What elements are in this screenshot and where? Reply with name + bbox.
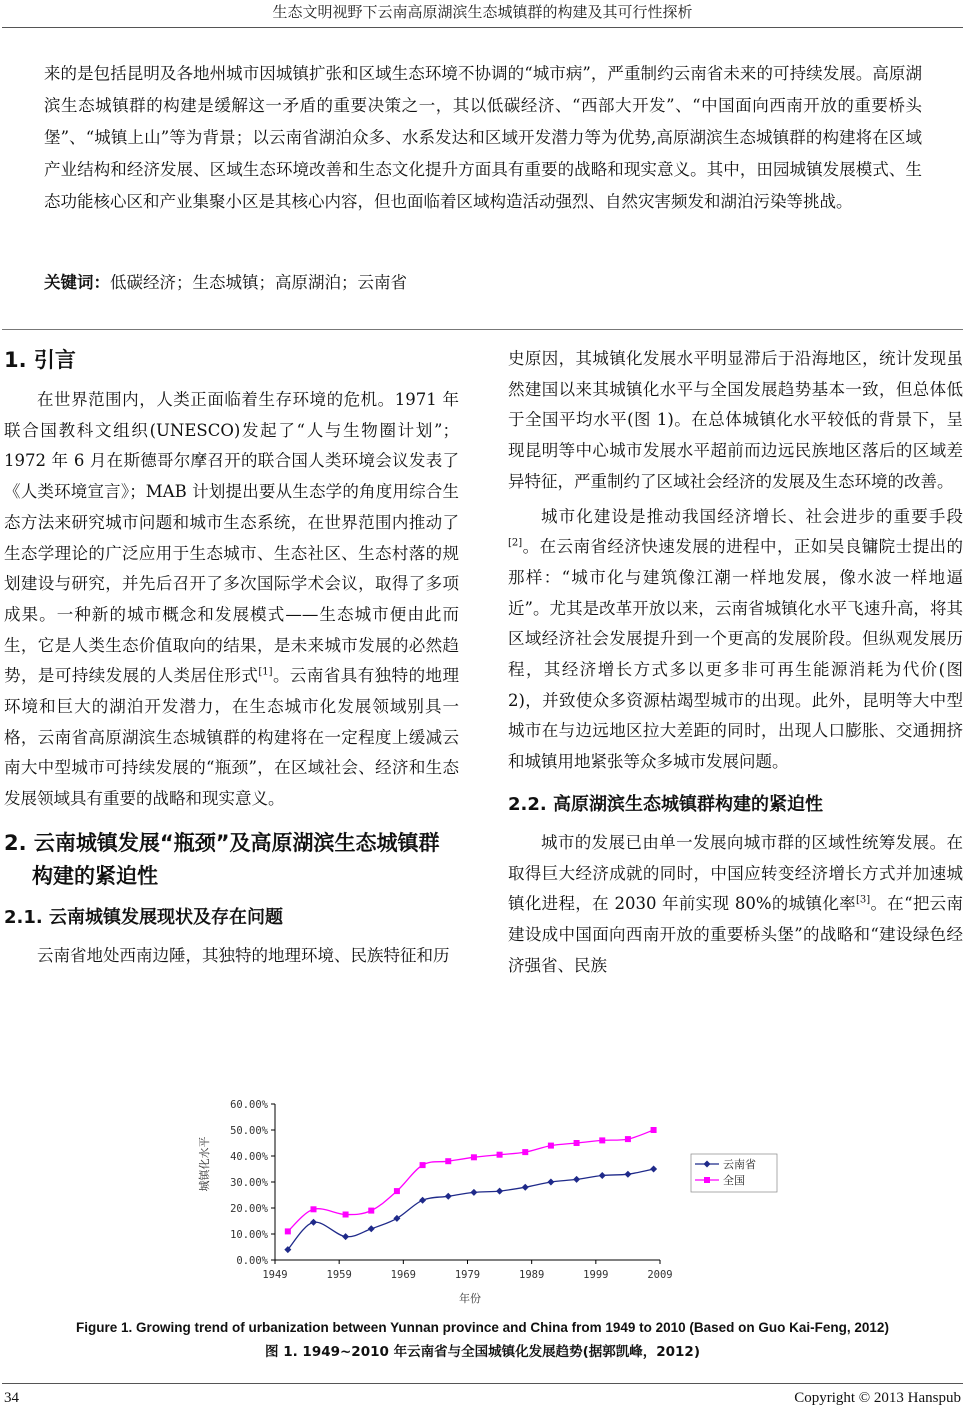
footer-divider xyxy=(2,1383,963,1384)
figure-caption-en: Figure 1. Growing trend of urbanization between Yunnan province and China from 1949 to 2010 (Based on Guo Kai-Feng, 2012) xyxy=(76,1320,889,1335)
legend-marker xyxy=(704,1177,710,1183)
y-tick-label: 0.00% xyxy=(236,1255,268,1267)
data-point xyxy=(573,1176,580,1183)
page-number: 34 xyxy=(4,1390,19,1406)
section-1-paragraph xyxy=(4,385,459,815)
section-1-text-b: 。云南省具有独特的地理环境和巨大的湖泊开发潜力，在生态城市化发展领域别具一格，云南省高原湖滨生态城镇群的构建将在一定程度上缓减云南大中型城市可持续发展的“瓶颈”，在区域社会、经济和生态发展领域具有重要的战略和现实意义。 xyxy=(4,666,460,809)
data-point xyxy=(496,1188,503,1195)
chart-legend xyxy=(691,1154,777,1192)
data-point xyxy=(310,1219,317,1226)
chart-series-group xyxy=(284,1127,657,1253)
data-point xyxy=(343,1212,349,1218)
data-point xyxy=(548,1143,554,1149)
running-title: 生态文明视野下云南高原湖滨生态城镇群的构建及其可行性探析 xyxy=(272,3,693,21)
section-2-title-text: 2. 云南城镇发展“瓶颈”及高原湖滨生态城镇群构建的紧迫性 xyxy=(4,830,440,888)
data-point xyxy=(394,1188,400,1194)
data-point xyxy=(311,1206,317,1212)
data-point xyxy=(497,1152,503,1158)
citation-1: [1] xyxy=(258,666,273,678)
y-tick-label: 10.00% xyxy=(230,1229,268,1241)
series-line-1 xyxy=(288,1169,654,1250)
keywords-label: 关键词： xyxy=(44,273,110,292)
data-point xyxy=(624,1171,631,1178)
data-point xyxy=(470,1189,477,1196)
x-tick-label: 1969 xyxy=(390,1269,416,1281)
y-tick-label: 60.00% xyxy=(230,1099,268,1111)
y-tick-label: 50.00% xyxy=(230,1125,268,1137)
x-axis-label: 年份 xyxy=(459,1292,481,1305)
citation-2: [2] xyxy=(508,537,523,549)
data-point xyxy=(445,1158,451,1164)
section-2-title xyxy=(4,827,459,893)
data-point xyxy=(420,1162,426,1168)
legend-marker xyxy=(704,1161,711,1168)
section-2-2-text-a: 城市的发展已由单一发展向城市群的区域性统筹发展。在取得巨大经济成就的同时，中国应转变经济增长方式并加速城镇化进程，在 2030 年前实现 80%的城镇化率 xyxy=(508,832,963,914)
section-2-1-title: 2.1. 云南城镇发展现状及存在问题 xyxy=(4,906,283,928)
y-tick-label: 30.00% xyxy=(230,1177,268,1189)
data-point xyxy=(419,1197,426,1204)
x-tick-label: 1979 xyxy=(454,1269,481,1281)
copyright-notice: Copyright © 2013 Hanspub xyxy=(794,1390,961,1406)
data-point xyxy=(522,1149,528,1155)
data-point xyxy=(599,1137,605,1143)
keywords-text: 低碳经济；生态城镇；高原湖泊；云南省 xyxy=(110,273,407,292)
abstract-divider xyxy=(2,329,963,330)
data-point xyxy=(368,1225,375,1232)
header-divider xyxy=(2,27,963,28)
data-point xyxy=(547,1179,554,1186)
left-column xyxy=(4,344,459,972)
section-2-1-p2-text-b: 。在云南省经济快速发展的进程中，正如吴良镛院士提出的那样：“城市化与建筑像江潮一样地发展，像水波一样地逼近”。尤其是改革开放以来，云南省城镇化水平飞速升高，将其区域经济社会发展提升到一个更高的发展阶段。但纵观发展历程，其经济增长方式多以更多非可再生能源消耗为代价(图 2)，并致使众多资源枯竭型城市的出现。此外，昆明等大中型城市在与边远地区拉大差距的同时，出现人口膨胀、交通拥挤和城镇用地紧张等众多城市发展问题。 xyxy=(508,537,963,772)
x-tick-label: 1999 xyxy=(583,1269,609,1281)
data-point xyxy=(445,1193,452,1200)
section-2-2-title: 2.2. 高原湖滨生态城镇群构建的紧迫性 xyxy=(508,793,823,815)
figure-1-chart xyxy=(180,1092,800,1312)
section-2-2-paragraph xyxy=(508,828,963,982)
data-point xyxy=(285,1228,291,1234)
section-1-title: 1. 引言 xyxy=(4,348,76,372)
right-column xyxy=(508,344,963,981)
abstract-paragraph: 来的是包括昆明及各地州城市因城镇扩张和区域生态环境不协调的“城市病”，严重制约云南省未来的可持续发展。高原湖滨生态城镇群的构建是缓解这一矛盾的重要决策之一，其以低碳经济、“西部大开发”、“中国面向西南开放的重要桥头堡”、“城镇上山”等为背景；以云南省湖泊众多、水系发达和区域开发潜力等为优势,高原湖滨生态城镇群的构建将在区域产业结构和经济发展、区域生态环境改善和生态文化提升方面具有重要的战略和现实意义。其中，田园城镇发展模式、生态功能核心区和产业集聚小区是其核心内容，但也面临着区域构造活动强烈、自然灾害频发和湖泊污染等挑战。 xyxy=(44,64,922,211)
y-axis-label: 城镇化水平 xyxy=(198,1136,211,1192)
x-tick-label: 1959 xyxy=(326,1269,352,1281)
legend-label: 云南省 xyxy=(723,1158,756,1171)
figure-caption-zh: 图 1. 1949~2010 年云南省与全国城镇化发展趋势(据郭凯峰，2012) xyxy=(265,1344,700,1360)
data-point xyxy=(651,1127,657,1133)
legend-label: 全国 xyxy=(723,1174,745,1187)
section-2-2-text-b: 。在“把云南建设成中国面向西南开放的重要桥头堡”的战略和“建设绿色经济强省、民族 xyxy=(508,894,963,975)
section-1-text-a: 在世界范围内，人类正面临着生存环境的危机。1971 年联合国教科文组织(UNESCO)发起了“人与生物圈计划”；1972 年 6 月在斯德哥尔摩召开的联合国人类环境会议发表了《人类环境宣言》；MAB 计划提出要从生态学的角度用综合生态方法来研究城市问题和城市生态系统，在世界范围内推动了生态学理论的广泛应用于生态城市、生态社区、生态村落的规划建设与研究，并先后召开了多次国际学术会议，取得了多项成果。一种新的城市概念和发展模式——生态城市便由此而生，它是人类生态价值取向的结果，是未来城市发展的必然趋势，是可持续发展的人类居住形式 xyxy=(4,390,459,686)
data-point xyxy=(650,1166,657,1173)
section-2-1-paragraph-1-continued: 史原因，其城镇化发展水平明显滞后于沿海地区，统计发现虽然建国以来其城镇化水平与全国发展趋势基本一致，但总体低于全国平均水平(图 1)。在总体城镇化水平较低的背景下，呈现昆明等中心城市发展水平超前而边远民族地区落后的区域差异特征，严重制约了区域社会经济的发展及生态环境的改善。 xyxy=(508,349,963,491)
keywords-line xyxy=(44,268,922,298)
x-tick-label: 1949 xyxy=(262,1269,288,1281)
data-point xyxy=(342,1233,349,1240)
data-point xyxy=(574,1140,580,1146)
data-point xyxy=(471,1154,477,1160)
urbanization-line-chart xyxy=(180,1092,800,1312)
y-tick-label: 20.00% xyxy=(230,1203,268,1215)
data-point xyxy=(599,1172,606,1179)
section-2-1-paragraph-2 xyxy=(508,502,963,778)
data-point xyxy=(625,1136,631,1142)
chart-axes xyxy=(230,1099,673,1281)
data-point xyxy=(393,1215,400,1222)
x-tick-label: 2009 xyxy=(647,1269,673,1281)
citation-3: [3] xyxy=(855,894,871,906)
section-2-1-paragraph-1: 云南省地处西南边陲，其独特的地理环境、民族特征和历 xyxy=(37,945,450,965)
x-tick-label: 1989 xyxy=(519,1269,545,1281)
data-point xyxy=(368,1208,374,1214)
section-2-1-p2-text-a: 城市化建设是推动我国经济增长、社会进步的重要手段 xyxy=(541,506,963,526)
y-tick-label: 40.00% xyxy=(230,1151,268,1163)
data-point xyxy=(522,1184,529,1191)
